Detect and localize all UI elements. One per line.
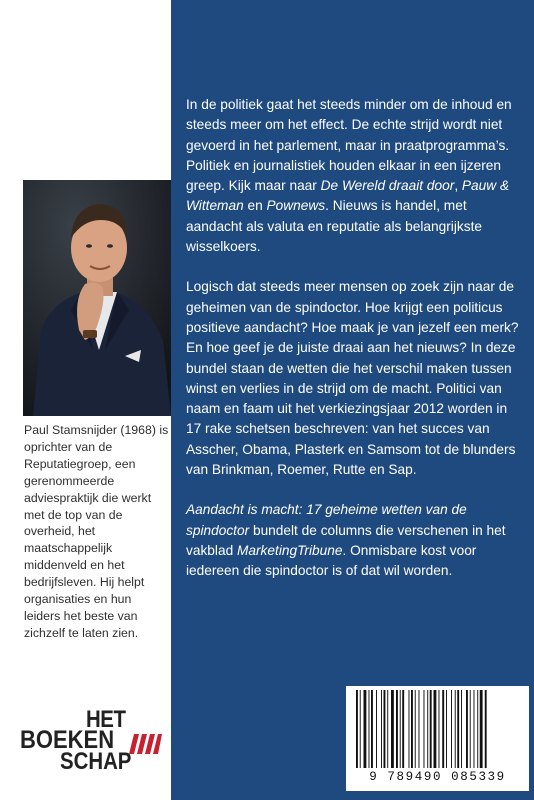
author-photo (23, 180, 171, 416)
barcode-bar (376, 690, 377, 768)
blurb-p1-text-b: . Nieuws is handel, met aandacht als valuta en reputatie als belangrijkste wisselkoers. (186, 198, 482, 255)
barcode-bar (387, 690, 388, 768)
barcode-bar (369, 690, 370, 768)
blurb-p1-sep2: en (243, 198, 267, 214)
barcode-bar (427, 690, 428, 768)
publisher-logo-het: HET (86, 706, 126, 733)
barcode-bar (360, 690, 361, 768)
barcode-bar (461, 690, 462, 768)
blurb-paragraph-1 (186, 95, 524, 257)
barcode-bar (455, 690, 456, 768)
barcode-bar (409, 690, 410, 768)
author-bio: Paul Stamsnijder (1968) is oprichter van de Reputatiegroep, een gerenommeerde adviespraktijk die werkt met de top van de overheid, het maatschappelijk middenveld en het bedrijfsleven. Hij helpt organisaties en hun leiders het beste van zichzelf te laten zien. (24, 423, 169, 640)
magazine-title: MarketingTribune (236, 542, 343, 558)
barcode-bar (402, 690, 404, 768)
publisher-logo (20, 706, 160, 776)
show-title-pownews: Pownews (266, 198, 326, 214)
barcode-bar (457, 690, 459, 768)
barcode-bar (391, 690, 394, 768)
barcode-bar (424, 690, 425, 768)
blurb-p3-text-a: bundelt de columns die verschenen in het vakblad (186, 522, 506, 558)
barcode-bar (470, 690, 471, 768)
show-title-dwdd: De Wereld draait door (320, 178, 455, 194)
barcode-bar (451, 690, 452, 768)
barcode-bar (446, 690, 447, 768)
barcode-bar (384, 690, 386, 768)
barcode-bar (356, 690, 358, 768)
publisher-logo-schap: SCHAP (60, 748, 132, 775)
show-title-pauw: Pauw & Witteman (186, 178, 510, 214)
cover-blurb (186, 95, 524, 602)
book-title: Aandacht is macht: 17 geheime wetten van de spindoctor (186, 502, 467, 538)
barcode-bar (415, 690, 416, 768)
barcode-bar (430, 690, 432, 768)
barcode-bar (419, 690, 420, 768)
barcode-bar (485, 690, 487, 768)
barcode-bar (396, 690, 398, 768)
publisher-logo-boeken: BOEKEN (20, 726, 115, 754)
barcode-bar (364, 690, 367, 768)
barcode-bar (381, 690, 382, 768)
barcode-bar (371, 690, 373, 768)
barcode-bar (477, 690, 478, 768)
author-portrait-illustration (23, 180, 171, 416)
blurb-p1-sep1: , (454, 178, 462, 194)
blurb-p3-text-b: . Onmisbare kost voor iedereen die spindoctor is of dat wil worden. (186, 542, 477, 579)
isbn-barcode (346, 686, 529, 791)
publisher-stripes-icon (129, 734, 162, 754)
blurb-p1-text-a: In de politiek gaat het steeds minder om de inhoud en steeds meer om het effect. De echte strijd wordt niet gevoerd in het parlement, maar in praatprogramma’s. Politiek en journalistiek houden elkaar in een ijzeren greep. Kijk maar naar (186, 97, 512, 194)
barcode-bar (434, 690, 437, 768)
barcode-bar (439, 690, 440, 768)
blurb-paragraph-2: Logisch dat steeds meer mensen op zoek zijn naar de geheimen van de spindoctor. Hoe krijgt een politicus positieve aandacht? Hoe maak je van jezelf een merk? En hoe geef je de juiste draai aan het nieuws? In deze bundel staan de wetten die het verschil maken tussen winst en verlies in de strijd om de macht. Politici van naam en faam uit het verkiezingsjaar 2012 worden in 17 rake schetsen beschreven: van het succes van Asscher, Obama, Plasterk en Samsom tot de blunders van Brinkman, Roemer, Rutte en Sap. (186, 279, 519, 478)
barcode-bar (442, 690, 444, 768)
blurb-paragraph-3 (186, 500, 524, 581)
left-column (0, 0, 171, 800)
barcode-bar (474, 690, 475, 768)
barcode-bar (466, 690, 468, 768)
isbn-number: 9 789490 085339 (369, 770, 506, 784)
barcode-bars (346, 686, 529, 770)
barcode-bar (400, 690, 401, 768)
barcode-bar (411, 690, 413, 768)
barcode-bar (480, 690, 483, 768)
